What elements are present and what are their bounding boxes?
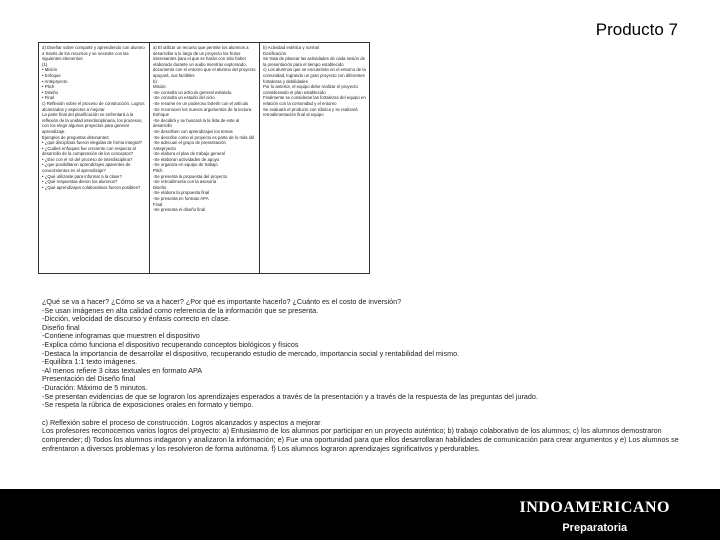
body-line: -Destaca la importancia de desarrollar el dispositivo, recuperando estudio de mercado, importancia social y rentabilidad del mismo. — [42, 349, 460, 358]
table-cell-text: -Se resume en un poderoso boletín con el artículo — [153, 100, 249, 106]
body-line: -Se respeta la rúbrica de exposiciones orales en formato y tiempo. — [42, 401, 254, 410]
table-cell-text: • ¿qué disciplinas fueron elegidas de forma integral? — [42, 140, 142, 146]
table-column-1 — [39, 43, 149, 273]
table-cell-text: -Se retroalimenta con la asesoría — [153, 179, 217, 185]
table-cell-text: -Se presenta en formato APA — [153, 196, 209, 202]
body-line: -Se usan imágenes en alta calidad como referencia de la información que se presenta. — [42, 306, 319, 315]
body-lines — [42, 298, 682, 410]
table-cell-text: Pitch — [153, 168, 163, 174]
table-cell-text: • ¿que posibilitaron aprendizajes aparentes de conocimientos en el aprendizaje? — [42, 162, 132, 174]
body-line: Presentación del Diseño final — [42, 375, 136, 384]
brand-subtitle: Preparatoria — [562, 522, 628, 534]
table-cell-text: a) El utilizar un recurso que permite los alumnos a desarrollar a lo largo de un proyecto los frutos interesantes para el que se harán con sitio haber elaborado durante un audio mientras explorando, documento con el entorno que el alumno del proyecto apoyará, sus factibles — [153, 45, 257, 78]
table-cell-text: • ¿Qué aprendizajes colaborativos fueron posibles? — [42, 184, 141, 190]
table-cell-text: Enfoque — [153, 112, 170, 118]
table-cell-text: d) Diseñar sobre compartir y aprendiendo con alumno a través de los recursos y se necesite con las siguientes elementos: — [42, 45, 146, 62]
table-cell-text: -Se decidirá y se buscará la la lista de este al desarrollo — [153, 117, 241, 129]
brand-logo — [520, 499, 671, 534]
table-cell-text: • ¿Qué respuestas dieron los alumnos? — [42, 179, 118, 185]
table-cell-text: • Enfoque — [42, 72, 61, 78]
table-cell-text: c) Reflexión sobre el proceso de construcción. Logros alcanzados y aspectos a mejorar — [42, 100, 146, 112]
table-cell-text: -Se consulta un artículo general evitando. — [153, 89, 233, 95]
table-cell-text: • ¿Qué utilizaste para informar a la clase? — [42, 173, 122, 179]
body-line: Diseño final — [42, 323, 80, 332]
document-body — [42, 298, 682, 453]
table-cell-text: Por lo anterior, el equipo debe realizar el proyecto considerando el plan establecido — [263, 84, 360, 95]
table-cell-text: -Se reconocen los nuevos argumentos de la lectura — [153, 106, 252, 112]
table-cell-text: -Se organiza en equipo de trabajo — [153, 162, 218, 168]
body-line: -Explica cómo funciona el dispositivo recuperando conceptos biológicos y físicos — [42, 340, 299, 349]
table-cell-text: La parte final del planificación se enfrentará a la reflexión de la unidad interdisciplinaria, los procesos, con los elegir algunos proyectos para generar aprendizaje. — [42, 112, 144, 134]
reflection-text: Los profesores reconocemos varios logros del proyecto: a) Entusiasmo de los alumnos por participar en un proyecto auténtico; b) trabajo colaborativo de los alumnos; c) los alumnos demostraron comprender; d) Todos los alumnos indagaron y analizaron la información; e) Fue una oportunidad para que ellos desarrollaran habilidades de comunicación para crear argumentos y e) Los alumnos se enfrentaron a diversos problemas y los resolvieron de forma autónoma. f) Los alumnos lograron aprendizajes significativos y perdurables. — [42, 427, 679, 453]
table-cell-text: Antepryecto — [153, 145, 176, 151]
body-line: ¿Qué se va a hacer? ¿Cómo se va a hacer? ¿Por qué es importante hacerlo? ¿Cuánto es el costo de inversión? — [42, 298, 402, 306]
table-cell-text: • ¿Cuáles enfoques fue creciente con respecto al desarrollo de la comprensión de los conceptos? — [42, 145, 137, 157]
body-line: -Equilibra 1:1 texto imágenes. — [42, 358, 138, 367]
table-cell-text: • Final — [42, 95, 55, 101]
table-cell-text: Misión: — [153, 84, 167, 90]
table-cell-text: -Se presenta la propuesta del proyecto — [153, 173, 228, 179]
brand-name: INDOAMERICANO — [519, 499, 670, 516]
slide-title: Producto 7 — [595, 20, 678, 39]
table-cell-text: -Se adecuan el grupo de presentación — [153, 140, 226, 146]
reflection-heading: c) Reflexión sobre el proceso de construcción. Logros alcanzados y aspectos a mejorar — [42, 418, 321, 427]
table-cell-text: b) Actividad estética y normal — [263, 45, 319, 50]
table-cell-text: Ejemplos de preguntas detonantes: — [42, 134, 110, 140]
table-cell-text: Se evaluará el producto con rúbrica y se realizará retroalimentación final al equipo — [263, 106, 359, 118]
body-line: -Contiene infogramas que muestren el dispositivo — [42, 332, 200, 341]
table-cell-text: Dosificación — [263, 50, 287, 56]
table-cell-text: -Se elabora la propuesta final — [153, 190, 210, 196]
body-line: -Dicción, velocidad de discurso y énfasis correcto en clase. — [42, 315, 231, 324]
table-cell-text: -Se describen con aprendizajes los temas — [153, 128, 233, 134]
body-line: -Duración: Máximo de 5 minutos. — [42, 383, 148, 392]
document-table — [38, 42, 370, 274]
table-cell-text: • ¿Ese con el rol del proceso de interdisciplina? — [42, 156, 133, 162]
table-cell-text: • Misión — [42, 67, 58, 73]
table-cell-text: • Diseño — [42, 89, 59, 95]
table-cell-text: -Se elabora el plan de trabajo general — [153, 151, 225, 157]
table-cell-text: -Se presenta el diseño final — [153, 207, 206, 213]
table-cell-text: • Antepryecto — [42, 78, 68, 84]
table-cell-text: -Se consulta un estudio del ciclo — [153, 95, 215, 101]
table-cell-text: Finalmente se consideran las fortalezas del equipo en relación con la comunidad y el entorno — [263, 95, 367, 106]
table-cell-text: Diseño — [153, 184, 167, 190]
table-column-2 — [149, 43, 259, 273]
table-cell-text: -Se describe como el proyecto es parte de lo más útil — [153, 134, 255, 140]
table-cell-text: c) Los alumnos que se encuentran en el entorno de la comunidad, logrando un gran proyecto con diferentes fortalezas y debilidades — [263, 67, 367, 84]
table-cell-text: b) — [153, 78, 157, 84]
table-cell-text: Final — [153, 201, 163, 207]
body-line: -Al menos refiere 3 citas textuales en formato APA — [42, 366, 203, 375]
table-cell-text: -Se elaboran actividades de apoyo — [153, 156, 220, 162]
footer-bar — [0, 489, 720, 540]
table-cell-text: Se trata de planear las actividades de cada sesión de la presentación para el tiempo establecido — [263, 56, 367, 67]
table-cell-text: (1) — [42, 61, 48, 67]
table-cell-text: • Pitch — [42, 84, 55, 90]
table-column-3 — [259, 43, 371, 273]
body-line: -Se presentan evidencias de que se lograron los aprendizajes esperados a través de la presentación y a través de la respuesta de las preguntas del jurado. — [42, 392, 538, 401]
